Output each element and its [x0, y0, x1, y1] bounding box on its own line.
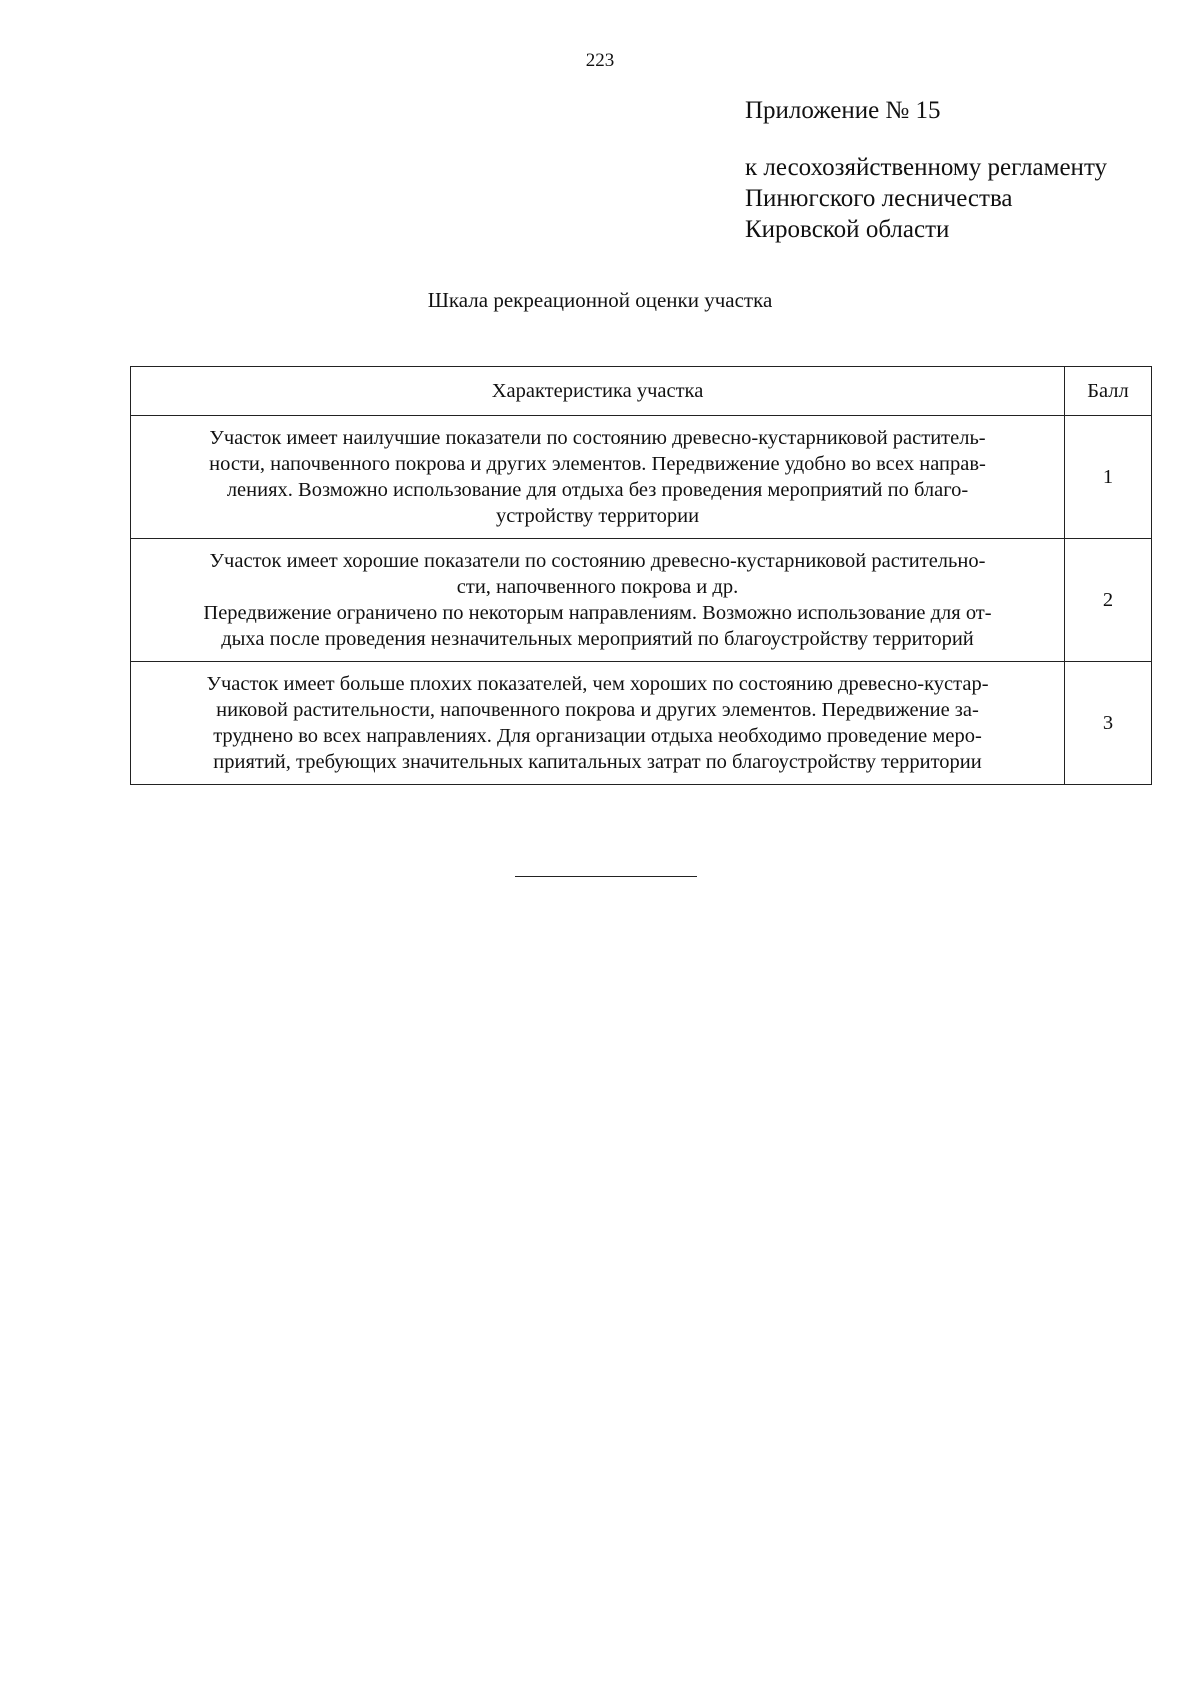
- table-row: [131, 416, 1152, 539]
- description-line: Участок имеет наилучшие показатели по состоянию древесно-кустарниковой раститель-: [209, 427, 986, 449]
- table-row: [131, 662, 1152, 785]
- description-line: устройству территории: [495, 505, 700, 527]
- row-score: 1: [1065, 416, 1152, 539]
- row-description: [131, 539, 1065, 662]
- table-header-row: [131, 367, 1152, 416]
- appendix-title: Приложение № 15: [745, 97, 941, 124]
- header-characteristic: Характеристика участка: [131, 367, 1065, 416]
- description-line: никовой растительности, напочвенного покрова и других элементов. Передвижение за-: [216, 699, 979, 721]
- description-line: Участок имеет больше плохих показателей, чем хороших по состоянию древесно-кустар-: [206, 673, 989, 695]
- appendix-line: к лесохозяйственному регламенту: [745, 154, 1108, 181]
- table-title: Шкала рекреационной оценки участка: [427, 288, 773, 312]
- row-description: [131, 662, 1065, 785]
- header-score: Балл: [1065, 367, 1152, 416]
- description-line: Передвижение ограничено по некоторым направлениям. Возможно использование для от-: [203, 602, 992, 624]
- description-line: сти, напочвенного покрова и др.: [456, 576, 739, 598]
- row-score: 2: [1065, 539, 1152, 662]
- appendix-line: Кировской области: [745, 216, 950, 243]
- description-line: Участок имеет хорошие показатели по состоянию древесно-кустарниковой растительно-: [209, 550, 986, 572]
- description-line: труднено во всех направлениях. Для организации отдыха необходимо проведение меро-: [213, 725, 982, 747]
- description-line: ности, напочвенного покрова и других элементов. Передвижение удобно во всех направ-: [209, 453, 986, 475]
- description-line: лениях. Возможно использование для отдыха без проведения мероприятий по благо-: [226, 479, 969, 501]
- row-description: [131, 416, 1065, 539]
- description-line: дыха после проведения незначительных мероприятий по благоустройству территорий: [221, 628, 974, 650]
- appendix-heading: [745, 95, 1107, 245]
- page-number: 223: [585, 50, 615, 71]
- recreation-scale-table: [130, 366, 1152, 785]
- appendix-line: Пинюгского лесничества: [745, 185, 1013, 212]
- row-score: 3: [1065, 662, 1152, 785]
- description-line: приятий, требующих значительных капитальных затрат по благоустройству территории: [213, 751, 982, 773]
- end-divider: [515, 876, 697, 877]
- table-row: [131, 539, 1152, 662]
